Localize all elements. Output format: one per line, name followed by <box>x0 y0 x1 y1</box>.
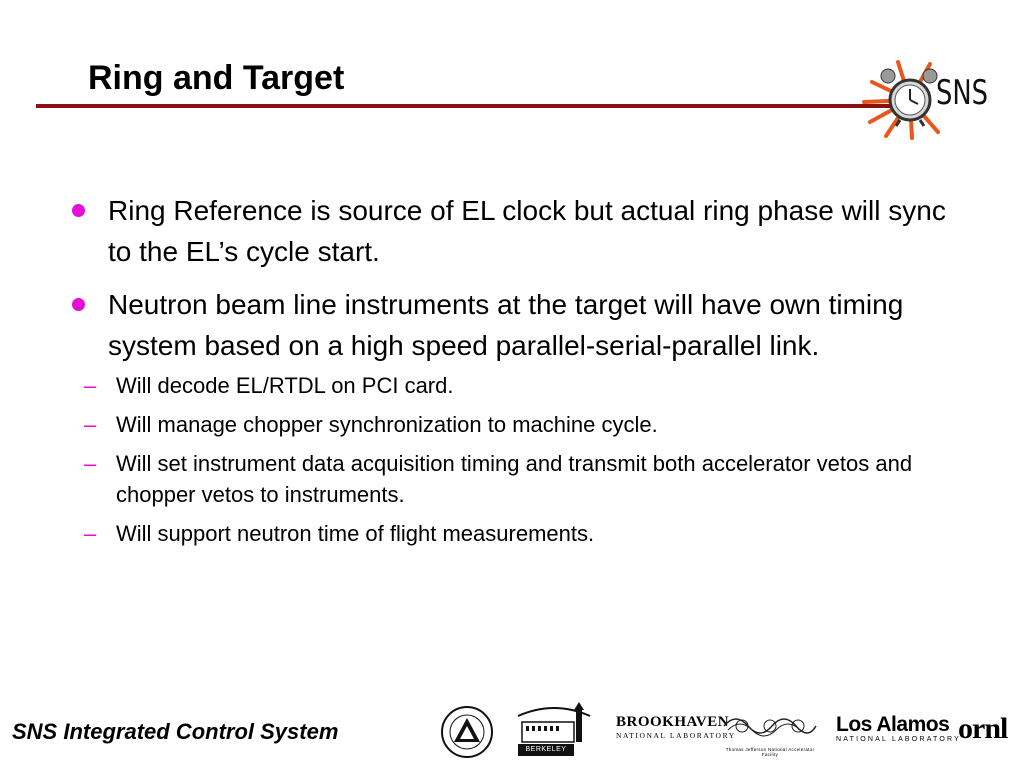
jefferson-lab-script <box>722 712 818 740</box>
sns-logo-text: SNS <box>936 73 988 113</box>
los-alamos-name: Los Alamos <box>836 713 950 736</box>
bullet-text: Ring Reference is source of EL clock but actual ring phase will sync to the EL’s cycle start. <box>108 195 946 267</box>
sub-bullet-item <box>70 518 950 549</box>
sub-bullet-list <box>70 370 950 549</box>
bullet-list <box>70 190 950 557</box>
berkeley-lab-label: BERKELEY LAB <box>518 744 574 756</box>
jefferson-lab-logo <box>722 712 818 757</box>
sub-bullet-dash: – <box>84 373 97 398</box>
alarm-clock-icon <box>850 52 1000 142</box>
sub-bullet-dash: – <box>84 451 97 476</box>
sub-bullet-group <box>70 370 950 549</box>
slide-title: Ring and Target <box>88 59 345 97</box>
footer-text: SNS Integrated Control System <box>12 719 339 744</box>
sub-bullet-text: Will set instrument data acquisition timing and transmit both accelerator vetos and chopper vetos to instruments. <box>116 451 913 507</box>
argonne-logo <box>440 704 494 760</box>
los-alamos-sub: NATIONAL LABORATORY <box>836 736 962 743</box>
partner-logos <box>440 700 1020 765</box>
bullet-dot <box>72 298 85 311</box>
brookhaven-sub: NATIONAL LABORATORY <box>616 731 736 740</box>
ornl-logo: ornl <box>958 712 1008 745</box>
sub-bullet-item <box>70 370 950 401</box>
sns-logo <box>850 52 1000 142</box>
bullet-item <box>70 284 950 366</box>
sub-bullet-item <box>70 409 950 440</box>
sub-bullet-item <box>70 448 950 510</box>
los-alamos-logo <box>836 714 961 743</box>
bullet-dot <box>72 204 85 217</box>
sub-bullet-dash: – <box>84 412 97 437</box>
sub-bullet-text: Will manage chopper synchronization to machine cycle. <box>116 412 658 437</box>
sub-bullet-dash: – <box>84 521 97 546</box>
title-rule <box>36 104 896 108</box>
sub-bullet-text: Will support neutron time of flight measurements. <box>116 521 595 546</box>
bullet-text: Neutron beam line instruments at the target will have own timing system based on a high speed parallel-serial-parallel link. <box>108 289 904 361</box>
sub-bullet-text: Will decode EL/RTDL on PCI card. <box>116 373 454 398</box>
jefferson-lab-sub: Thomas Jefferson National Accelerator Facility <box>725 747 815 757</box>
bullet-item <box>70 190 950 272</box>
berkeley-lab-logo <box>514 702 594 746</box>
brookhaven-name: BROOKHAVEN <box>616 714 730 730</box>
brookhaven-logo <box>616 714 736 740</box>
